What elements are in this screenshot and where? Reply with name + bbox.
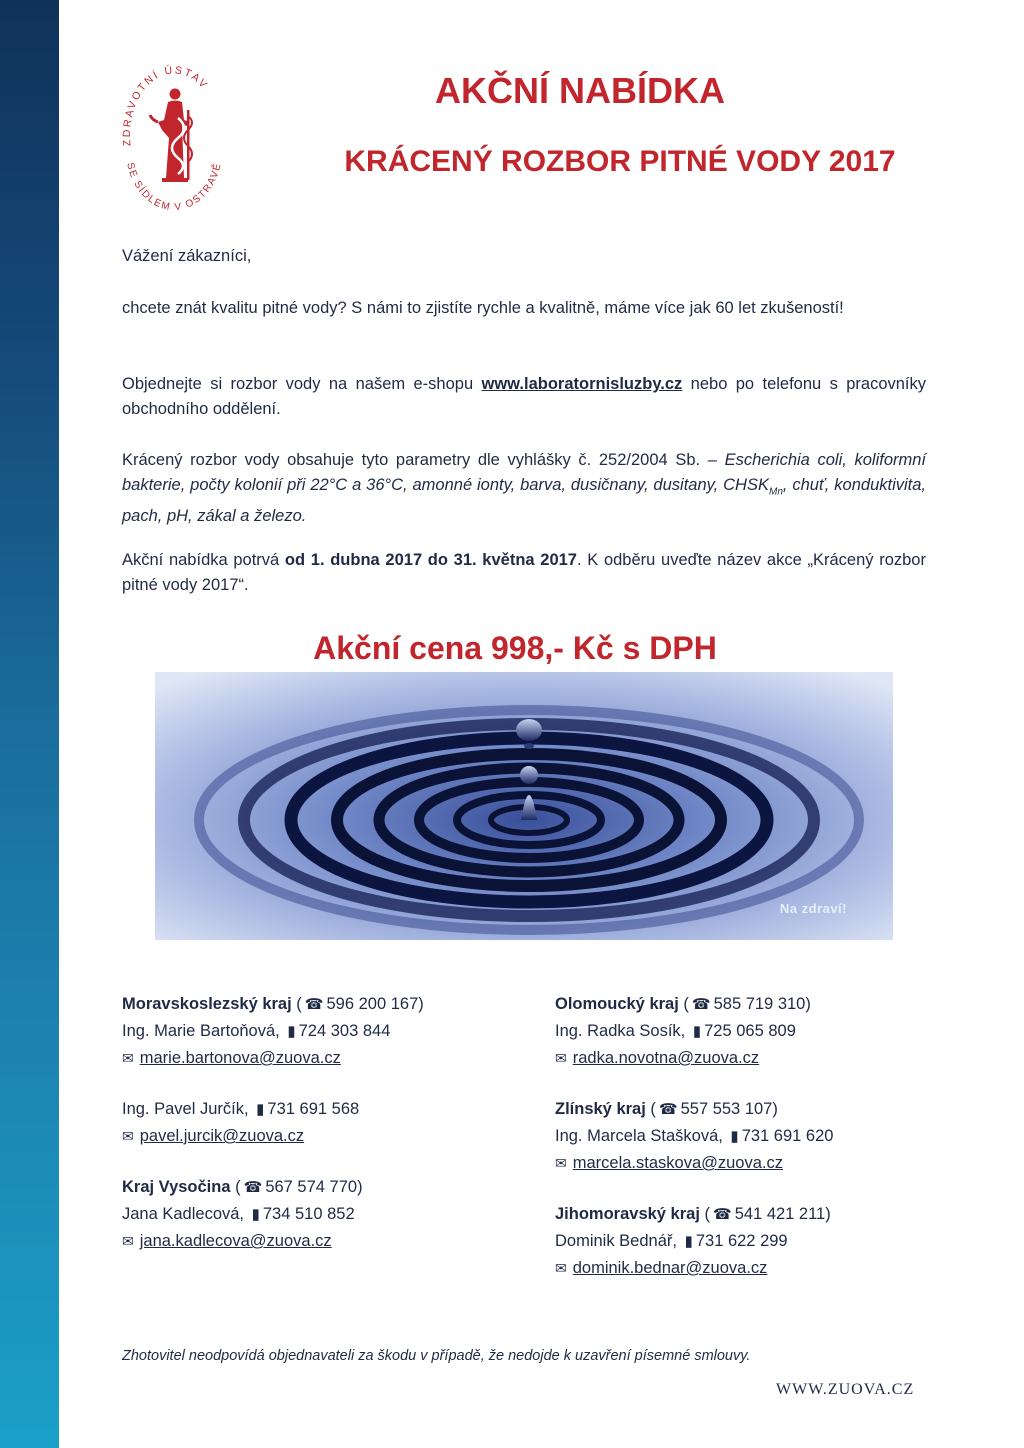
contact-block-moravskoslezsky: Moravskoslezský kraj ( ☎ 596 200 167) Ing. Marie Bartoňová, ▮ 724 303 844 ✉ marie.bartonova@zuova.cz bbox=[122, 991, 424, 1072]
contact-person: Jana Kadlecová, bbox=[122, 1205, 245, 1223]
page-subtitle: KRÁCENÝ ROZBOR PITNÉ VODY 2017 bbox=[344, 145, 896, 178]
email-icon: ✉ bbox=[122, 1233, 134, 1249]
contact-email[interactable]: dominik.bednar@zuova.cz bbox=[572, 1259, 768, 1277]
contact-person: Ing. Marcela Stašková, bbox=[555, 1127, 723, 1145]
mobile-icon: ▮ bbox=[692, 1023, 702, 1040]
phone-icon: ☎ bbox=[691, 996, 711, 1013]
parameters-list-b: , chuť, konduktivita, pach, pH, zákal a železo. bbox=[122, 476, 927, 526]
salutation: Vážení zákazníci, bbox=[122, 247, 252, 265]
parameters-paragraph bbox=[122, 448, 926, 529]
email-icon: ✉ bbox=[555, 1050, 567, 1066]
contact-block-jurcik bbox=[122, 1096, 424, 1150]
contact-mobile[interactable]: 725 065 809 bbox=[704, 1022, 796, 1040]
offer-paragraph bbox=[122, 548, 926, 598]
mobile-icon: ▮ bbox=[287, 1023, 296, 1040]
region-name: Kraj Vysočina bbox=[122, 1178, 231, 1196]
order-text-after: nebo po telefonu s pracovníky obchodního oddělení. bbox=[122, 375, 927, 418]
website-link[interactable]: WWW.ZUOVA.CZ bbox=[776, 1381, 915, 1398]
page-title: AKČNÍ NABÍDKA bbox=[435, 70, 725, 111]
institute-logo bbox=[118, 58, 230, 216]
offer-text-after: . K odběru uveďte název akce „Krácený rozbor pitné vody 2017“. bbox=[122, 551, 926, 594]
region-phone[interactable]: 596 200 167 bbox=[326, 995, 419, 1013]
eshop-link[interactable]: www.laboratornisluzby.cz bbox=[481, 375, 683, 393]
region-phone[interactable]: 567 574 770 bbox=[265, 1178, 358, 1196]
contacts-left-column bbox=[122, 991, 424, 1255]
order-text-before: Objednejte si rozbor vody na našem e-shopu bbox=[122, 375, 482, 393]
mobile-icon: ▮ bbox=[251, 1206, 260, 1223]
region-name: Jihomoravský kraj bbox=[555, 1205, 700, 1223]
promo-price: Akční cena 998,- Kč s DPH bbox=[313, 630, 717, 666]
contact-person: Ing. Radka Sosík, bbox=[555, 1022, 686, 1040]
contact-block-zlinsky: Zlínský kraj ( ☎ 557 553 107) Ing. Marcela Stašková, ▮ 731 691 620 ✉ marcela.staskova@zuova.cz bbox=[555, 1096, 833, 1177]
contact-mobile[interactable]: 724 303 844 bbox=[298, 1022, 391, 1040]
region-name: Olomoucký kraj bbox=[555, 995, 679, 1013]
mobile-icon: ▮ bbox=[256, 1101, 265, 1118]
contact-mobile[interactable]: 734 510 852 bbox=[262, 1205, 355, 1223]
contact-block-vysocina: Kraj Vysočina ( ☎ 567 574 770) Jana Kadlecová, ▮ 734 510 852 ✉ jana.kadlecova@zuova.cz bbox=[122, 1174, 424, 1255]
water-drop-photo bbox=[155, 672, 893, 940]
contact-person: Ing. Marie Bartoňová, bbox=[122, 1022, 280, 1040]
water-ripple-illustration bbox=[155, 672, 893, 940]
disclaimer: Zhotovitel neodpovídá objednavateli za škodu v případě, že nedojde k uzavření písemné smlouvy. bbox=[122, 1348, 751, 1364]
region-name: Moravskoslezský kraj bbox=[122, 995, 292, 1013]
contact-email[interactable]: pavel.jurcik@zuova.cz bbox=[139, 1127, 305, 1145]
offer-text-before: Akční nabídka potrvá bbox=[122, 551, 285, 569]
photo-caption: Na zdraví! bbox=[779, 901, 847, 916]
contact-mobile[interactable]: 731 691 568 bbox=[267, 1100, 360, 1118]
contact-mobile[interactable]: 731 622 299 bbox=[695, 1232, 788, 1250]
region-phone[interactable]: 585 719 310 bbox=[713, 995, 806, 1013]
contact-mobile[interactable]: 731 691 620 bbox=[741, 1127, 834, 1145]
hygieia-logo-icon bbox=[118, 58, 230, 216]
region-phone[interactable]: 557 553 107 bbox=[680, 1100, 773, 1118]
mobile-icon: ▮ bbox=[684, 1233, 693, 1250]
phone-icon: ☎ bbox=[713, 1206, 732, 1223]
region-phone[interactable]: 541 421 211 bbox=[734, 1205, 826, 1223]
parameters-subscript: Mn bbox=[768, 486, 783, 498]
logo-bottom-text: SE SÍDLEM V OSTRAVĚ bbox=[124, 161, 224, 214]
contacts-right-column bbox=[555, 991, 833, 1282]
region-name: Zlínský kraj bbox=[555, 1100, 646, 1118]
phone-icon: ☎ bbox=[304, 996, 324, 1013]
contact-email[interactable]: jana.kadlecova@zuova.cz bbox=[139, 1232, 332, 1250]
contact-person: Ing. Pavel Jurčík, bbox=[122, 1100, 249, 1118]
email-icon: ✉ bbox=[122, 1050, 134, 1066]
parameters-list-a: Escherichia coli, koliformní bakterie, počty kolonií při 22°C a 36°C, amonné ionty, barva, dusičnany, dusitany, CHSK bbox=[122, 451, 926, 494]
intro-paragraph: chcete znát kvalitu pitné vody? S námi to zjistíte rychle a kvalitně, máme více jak 60 let zkušeností! bbox=[122, 299, 844, 317]
email-icon: ✉ bbox=[122, 1128, 134, 1144]
contact-block-olomoucky: Olomoucký kraj ( ☎ 585 719 310) Ing. Radka Sosík, ▮ 725 065 809 ✉ radka.novotna@zuova.cz bbox=[555, 991, 833, 1072]
email-icon: ✉ bbox=[555, 1260, 567, 1276]
logo-top-text: ZDRAVOTNÍ ÚSTAV bbox=[120, 64, 211, 147]
contact-email[interactable]: marie.bartonova@zuova.cz bbox=[139, 1049, 341, 1067]
contact-person: Dominik Bednář, bbox=[555, 1232, 677, 1250]
offer-dates: od 1. dubna 2017 do 31. května 2017 bbox=[284, 551, 577, 569]
contact-email[interactable]: radka.novotna@zuova.cz bbox=[572, 1049, 760, 1067]
phone-icon: ☎ bbox=[658, 1101, 678, 1118]
contact-block-jihomoravsky: Jihomoravský kraj ( ☎ 541 421 211) Dominik Bednář, ▮ 731 622 299 ✉ dominik.bednar@zuova.cz bbox=[555, 1201, 833, 1282]
mobile-icon: ▮ bbox=[730, 1128, 739, 1145]
left-decorative-bar bbox=[0, 0, 59, 1448]
phone-icon: ☎ bbox=[243, 1179, 263, 1196]
order-paragraph bbox=[122, 372, 926, 422]
contact-email[interactable]: marcela.staskova@zuova.cz bbox=[572, 1154, 783, 1172]
parameters-intro: Krácený rozbor vody obsahuje tyto parametry dle vyhlášky č. 252/2004 Sb. – bbox=[122, 451, 725, 469]
email-icon: ✉ bbox=[555, 1155, 567, 1171]
